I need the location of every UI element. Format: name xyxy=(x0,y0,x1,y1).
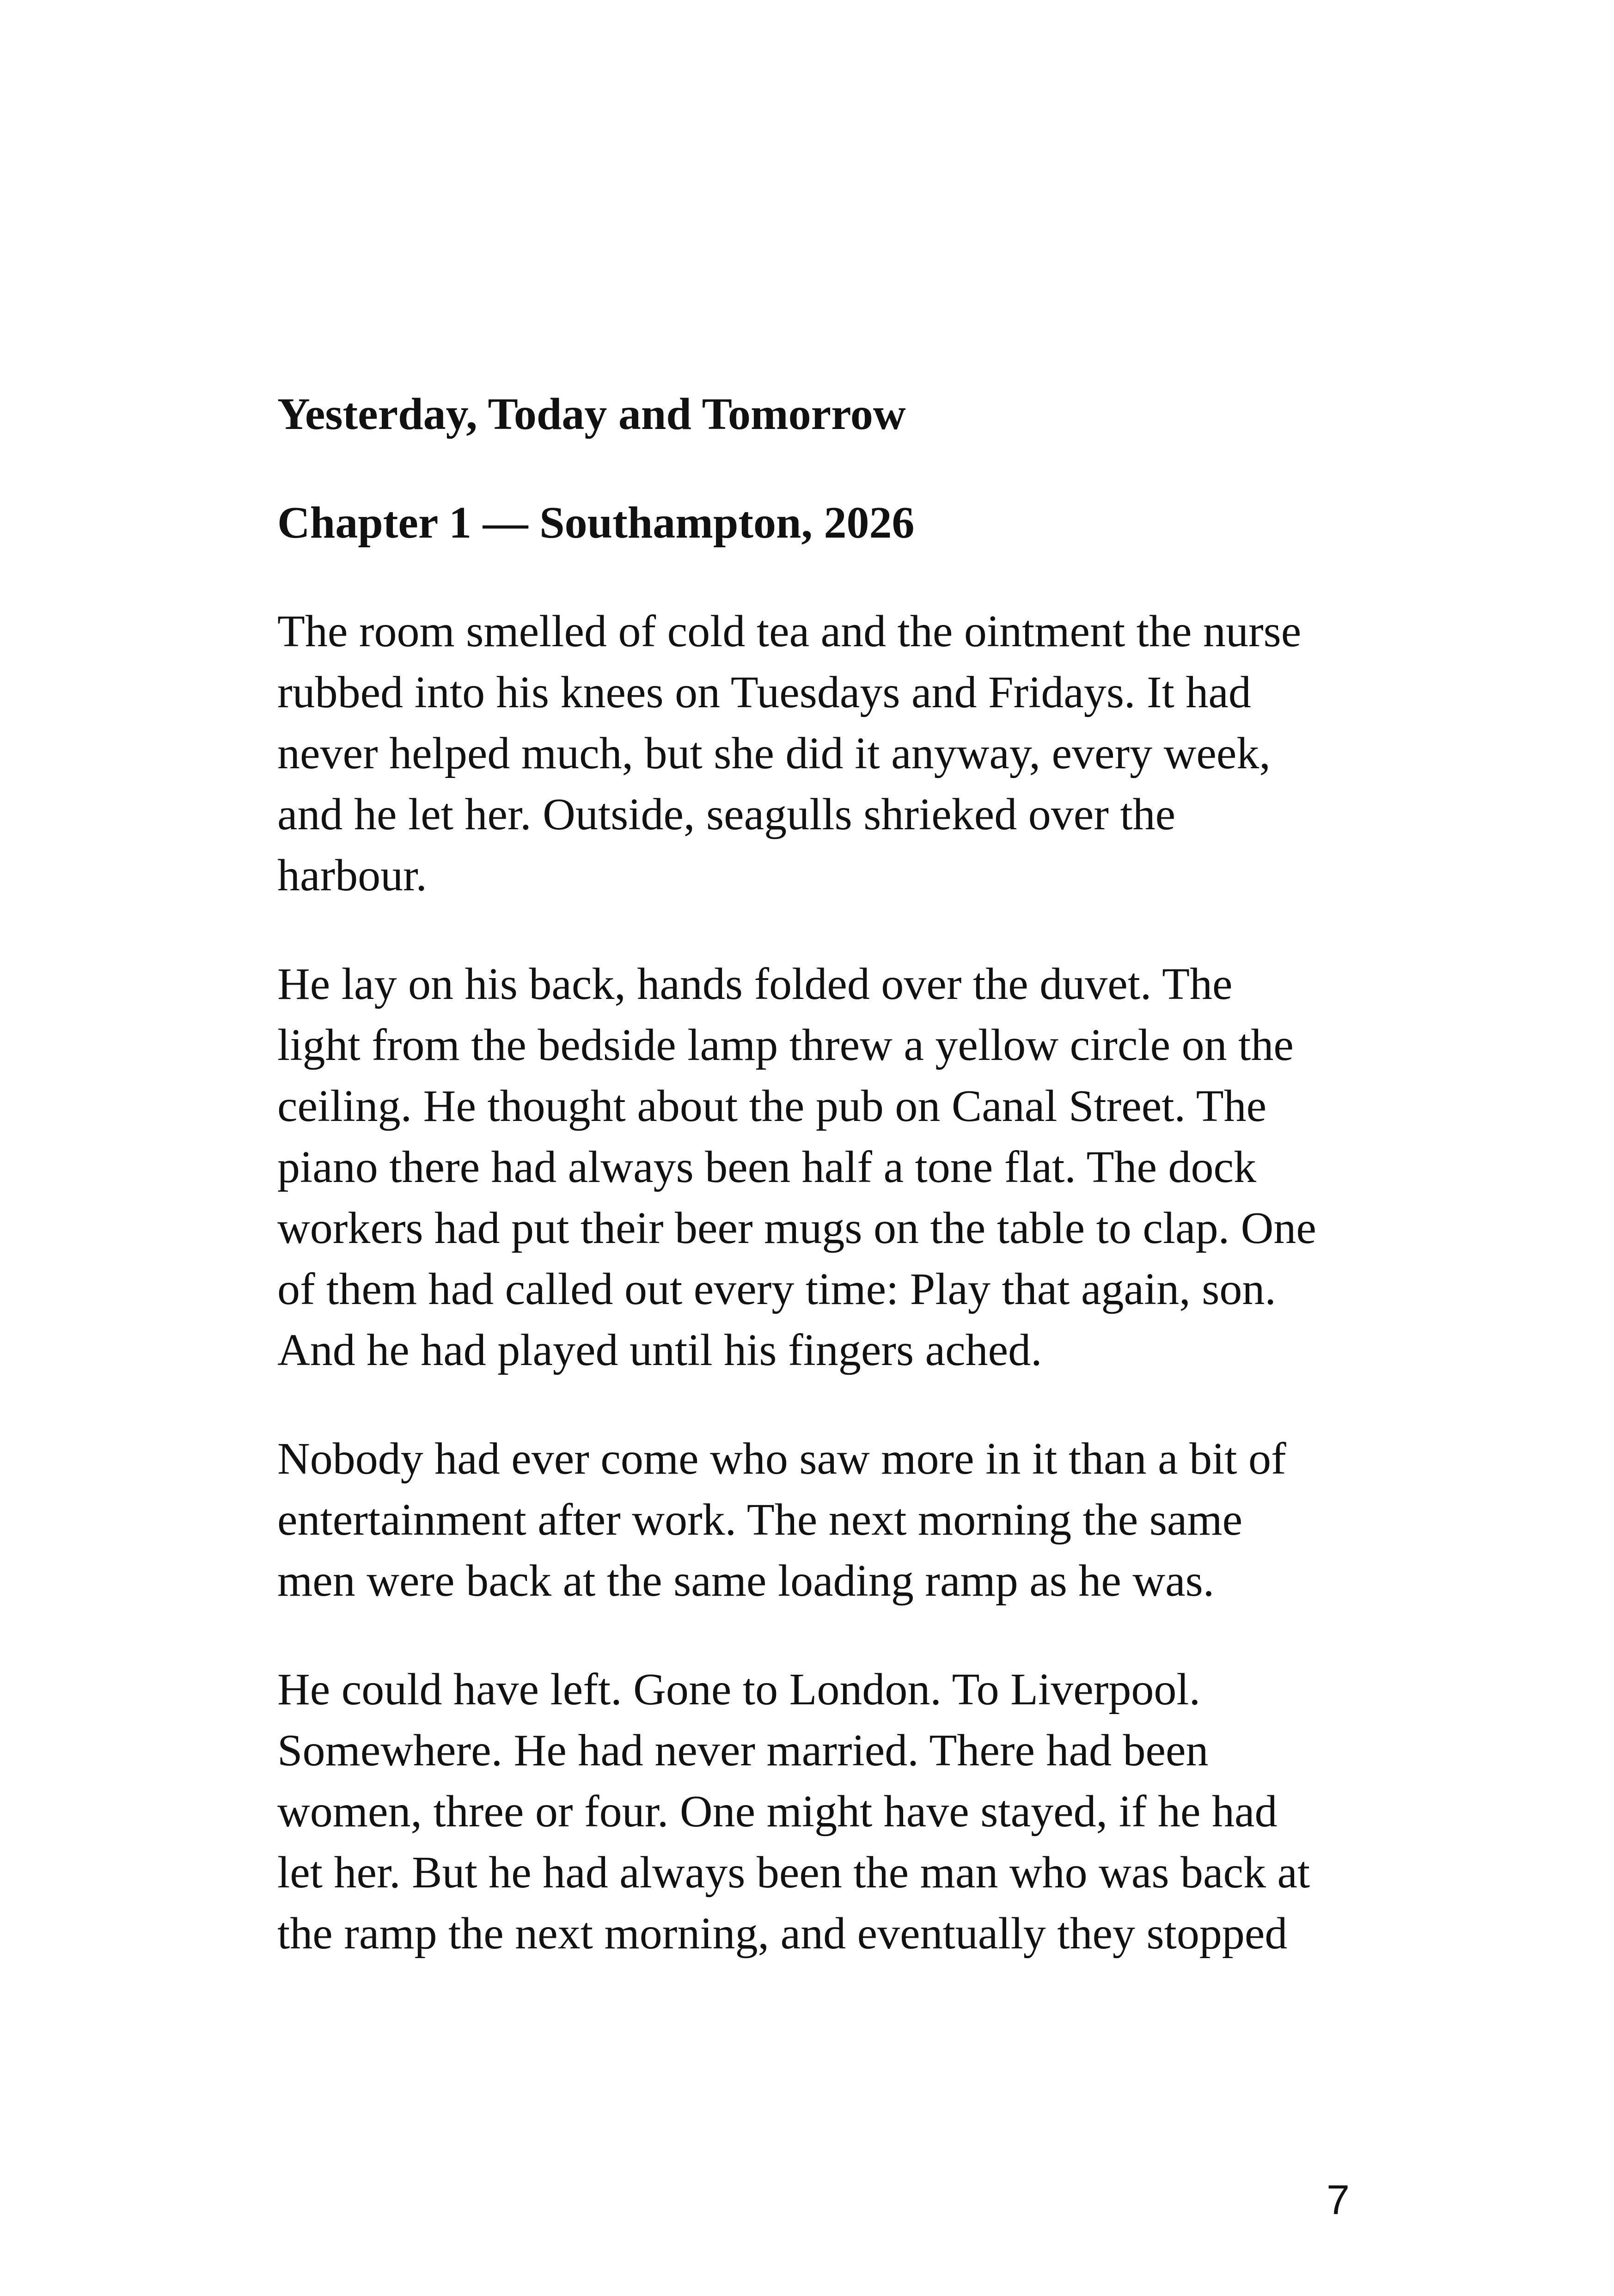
text-line: and he let her. Outside, seagulls shrieked over the xyxy=(277,790,1176,839)
text-line: rubbed into his knees on Tuesdays and Fridays. It had xyxy=(277,667,1251,717)
text-line: men were back at the same loading ramp as he was. xyxy=(277,1556,1215,1606)
page-number: 7 xyxy=(1326,2177,1350,2223)
paragraph-3 xyxy=(277,1428,1350,1611)
text-line: And he had played until his fingers ached. xyxy=(277,1325,1042,1375)
text-line: harbour. xyxy=(277,851,427,900)
text-line: The room smelled of cold tea and the ointment the nurse xyxy=(277,606,1302,656)
text-line: let her. But he had always been the man who was back at xyxy=(277,1848,1310,1898)
text-line: ceiling. He thought about the pub on Canal Street. The xyxy=(277,1081,1267,1131)
text-line: entertainment after work. The next morning the same xyxy=(277,1495,1243,1545)
chapter-heading: Chapter 1 — Southampton, 2026 xyxy=(277,498,915,548)
book-title: Yesterday, Today and Tomorrow xyxy=(277,389,906,439)
text-line: never helped much, but she did it anyway, every week, xyxy=(277,729,1271,778)
paragraph-2 xyxy=(277,954,1350,1381)
paragraph-1 xyxy=(277,601,1350,906)
text-line: Nobody had ever come who saw more in it than a bit of xyxy=(277,1434,1286,1484)
page-content xyxy=(277,384,1350,1964)
text-line: of them had called out every time: Play that again, son. xyxy=(277,1264,1276,1314)
text-line: light from the bedside lamp threw a yellow circle on the xyxy=(277,1020,1294,1070)
text-line: Somewhere. He had never married. There had been xyxy=(277,1726,1209,1776)
text-line: women, three or four. One might have stayed, if he had xyxy=(277,1787,1278,1837)
text-line: the ramp the next morning, and eventually they stopped xyxy=(277,1909,1288,1959)
text-line: He lay on his back, hands folded over the duvet. The xyxy=(277,959,1233,1009)
text-line: piano there had always been half a tone flat. The dock xyxy=(277,1142,1256,1192)
text-line: workers had put their beer mugs on the table to clap. One xyxy=(277,1203,1316,1253)
text-line: He could have left. Gone to London. To Liverpool. xyxy=(277,1665,1201,1714)
paragraph-4 xyxy=(277,1659,1350,1964)
